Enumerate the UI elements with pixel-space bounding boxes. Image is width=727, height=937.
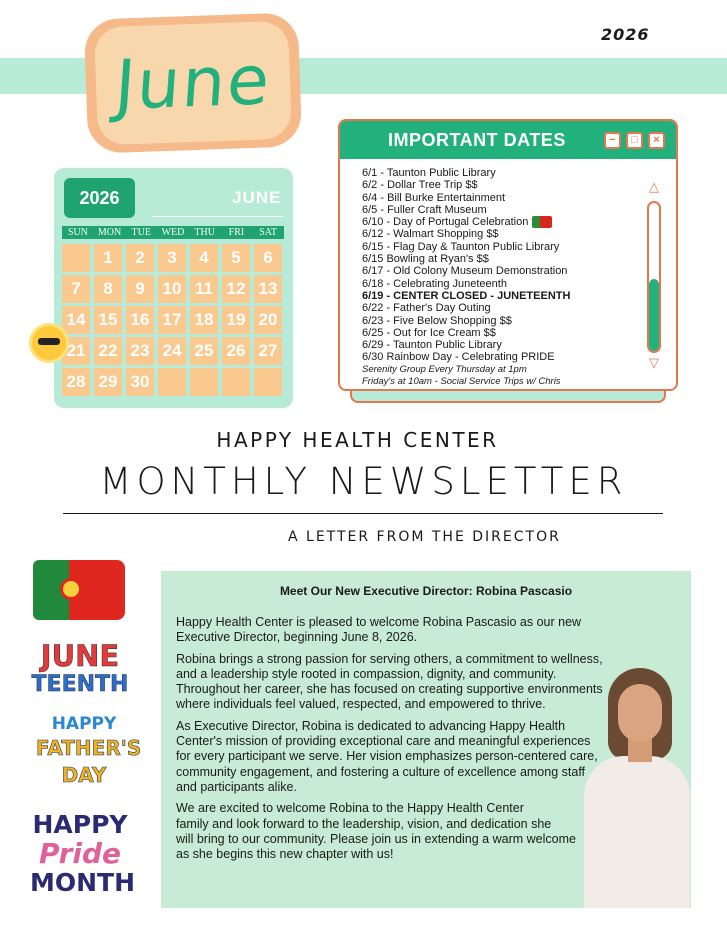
calendar-day: 3 xyxy=(158,244,186,272)
weekday-label: SAT xyxy=(259,227,278,238)
maximize-icon[interactable]: □ xyxy=(626,132,643,149)
calendar-day: 14 xyxy=(62,306,90,334)
calendar-day: 25 xyxy=(190,337,218,365)
scroll-up-icon[interactable]: △ xyxy=(649,179,659,194)
juneteenth-sticker-june: JUNE xyxy=(40,639,120,673)
pride-sticker-happy: HAPPY xyxy=(32,810,128,839)
calendar-day: 17 xyxy=(158,306,186,334)
scroll-down-icon[interactable]: ▽ xyxy=(649,355,659,370)
important-date-text: 6/4 - Bill Burke Entertainment xyxy=(362,191,506,204)
important-date-text: 6/10 - Day of Portugal Celebration xyxy=(362,216,529,229)
important-date-item xyxy=(362,265,652,277)
weekday-label: TUE xyxy=(131,227,151,238)
important-date-note: Serenity Group Every Thursday at 1pm xyxy=(362,363,527,375)
calendar-month: JUNE xyxy=(232,188,282,207)
important-date-text: 6/29 - Taunton Public Library xyxy=(362,339,502,352)
calendar-day xyxy=(190,368,218,396)
important-date-text: 6/5 - Fuller Craft Museum xyxy=(362,203,487,216)
portugal-flag-icon xyxy=(33,560,125,620)
weekday-label: FRI xyxy=(228,227,245,238)
important-date-item xyxy=(362,290,652,302)
calendar-day xyxy=(62,244,90,272)
calendar-weekday-header xyxy=(62,226,284,239)
calendar-day: 4 xyxy=(190,244,218,272)
sun-sunglasses-icon xyxy=(32,326,66,360)
article-paragraph: We are excited to welcome Robina to the Happy Health Center family and look forward to the leadership, vision, and dedication she will bring to our community. Please join us in extending a warm welcome as she begins this new chapter with us! xyxy=(176,801,576,862)
weekday-label: MON xyxy=(97,227,122,238)
important-date-note: Friday's at 10am - Social Service Trips w/ Chris xyxy=(362,375,561,387)
important-date-text: 6/18 - Celebrating Juneteenth xyxy=(362,277,507,290)
important-date-text: 6/1 - Taunton Public Library xyxy=(362,167,496,179)
calendar-day: 5 xyxy=(222,244,250,272)
org-name: HAPPY HEALTH CENTER xyxy=(216,428,499,452)
important-dates-window xyxy=(338,119,678,391)
scrollbar-thumb[interactable] xyxy=(649,279,659,351)
important-date-text: 6/2 - Dollar Tree Trip $$ xyxy=(362,179,478,192)
newsletter-subtitle: A LETTER FROM THE DIRECTOR xyxy=(288,529,561,545)
important-dates-titlebar xyxy=(340,121,676,159)
title-divider xyxy=(63,513,663,514)
june-badge xyxy=(94,21,292,146)
important-date-text: 6/22 - Father's Day Outing xyxy=(362,302,491,315)
calendar-year: 2026 xyxy=(64,178,135,218)
juneteenth-sticker-teenth: TEENTH xyxy=(31,672,129,697)
article-paragraph: As Executive Director, Robina is dedicated to advancing Happy Health Center's mission of providing exceptional care and meaningful experiences for every participant we serve. Her vision emphasizes person-centered care, community engagement, and fostering a culture of excellence among staff and participants alike. xyxy=(176,718,598,794)
calendar-day: 1 xyxy=(94,244,122,272)
calendar-day: 23 xyxy=(126,337,154,365)
important-date-item xyxy=(362,278,652,290)
important-date-text: 6/23 - Five Below Shopping $$ xyxy=(362,314,512,327)
portugal-flag-icon xyxy=(532,216,552,228)
calendar-day: 2 xyxy=(126,244,154,272)
minimize-icon[interactable]: − xyxy=(604,132,621,149)
pride-sticker-month: MONTH xyxy=(30,868,136,897)
important-date-item xyxy=(362,327,652,339)
calendar-day: 15 xyxy=(94,306,122,334)
calendar-day: 28 xyxy=(62,368,90,396)
calendar-day xyxy=(222,368,250,396)
important-date-item xyxy=(362,339,652,351)
calendar-day: 7 xyxy=(62,275,90,303)
calendar-day: 9 xyxy=(126,275,154,303)
calendar-grid xyxy=(62,244,284,396)
calendar-day: 18 xyxy=(190,306,218,334)
weekday-label: SUN xyxy=(67,227,88,238)
article-paragraph: Robina brings a strong passion for serving others, a commitment to wellness, and a leadership style rooted in compassion, dignity, and community. Throughout her career, she has focused on creating supportive environments where individuals feel valued, respected, and empowered to thrive. xyxy=(176,651,603,712)
calendar-day: 8 xyxy=(94,275,122,303)
calendar-divider xyxy=(152,216,283,217)
fathers-day-sticker-happy: HAPPY xyxy=(51,714,117,734)
scrollbar[interactable] xyxy=(647,201,661,353)
important-date-item xyxy=(362,228,652,240)
calendar-day: 19 xyxy=(222,306,250,334)
director-photo xyxy=(580,668,691,908)
important-date-item xyxy=(362,192,652,204)
calendar-day: 16 xyxy=(126,306,154,334)
article-title: Meet Our New Executive Director: Robina Pascasio xyxy=(279,584,573,598)
important-date-item xyxy=(362,302,652,314)
calendar xyxy=(54,168,293,408)
calendar-day: 13 xyxy=(254,275,282,303)
important-date-text: 6/15 - Flag Day & Taunton Public Library xyxy=(362,240,560,253)
important-date-item xyxy=(362,216,652,228)
calendar-day xyxy=(158,368,186,396)
calendar-day: 6 xyxy=(254,244,282,272)
important-date-item xyxy=(362,315,652,327)
article-paragraph: Happy Health Center is pleased to welcome Robina Pascasio as our new Executive Director, beginning June 8, 2026. xyxy=(176,615,582,645)
fathers-day-sticker-fathers: FATHER'S xyxy=(36,736,142,760)
weekday-label: THU xyxy=(194,227,215,238)
calendar-day: 12 xyxy=(222,275,250,303)
header-year: 2026 xyxy=(601,25,650,44)
newsletter-title: MONTHLY NEWSLETTER xyxy=(99,460,628,503)
weekday-label: WED xyxy=(161,227,185,238)
calendar-day xyxy=(254,368,282,396)
calendar-day: 22 xyxy=(94,337,122,365)
important-date-item xyxy=(362,253,652,265)
important-date-item xyxy=(362,241,652,253)
important-dates-list xyxy=(362,167,652,388)
calendar-day: 10 xyxy=(158,275,186,303)
important-date-text: 6/25 - Out for Ice Cream $$ xyxy=(362,326,496,339)
calendar-day: 26 xyxy=(222,337,250,365)
june-badge-text: June xyxy=(112,40,274,126)
calendar-day: 20 xyxy=(254,306,282,334)
calendar-day: 29 xyxy=(94,368,122,396)
important-date-text: 6/12 - Walmart Shopping $$ xyxy=(362,228,499,241)
important-date-text: 6/17 - Old Colony Museum Demonstration xyxy=(362,265,568,278)
important-date-item xyxy=(362,351,652,363)
important-date-text: 6/19 - CENTER CLOSED - JUNETEENTH xyxy=(362,289,571,302)
fathers-day-sticker-day: DAY xyxy=(61,763,107,787)
important-date-item xyxy=(362,179,652,191)
important-date-item xyxy=(362,167,652,179)
calendar-day: 21 xyxy=(62,337,90,365)
calendar-day: 27 xyxy=(254,337,282,365)
calendar-day: 30 xyxy=(126,368,154,396)
important-dates-title: IMPORTANT DATES xyxy=(388,130,566,150)
important-date-text: 6/15 Bowling at Ryan's $$ xyxy=(362,253,489,266)
calendar-day: 24 xyxy=(158,337,186,365)
important-date-text: 6/30 Rainbow Day - Celebrating PRIDE xyxy=(362,351,555,364)
close-icon[interactable]: × xyxy=(648,132,665,149)
article-body xyxy=(176,615,608,868)
calendar-day: 11 xyxy=(190,275,218,303)
pride-sticker-pride: Pride xyxy=(38,837,122,870)
important-date-item xyxy=(362,204,652,216)
